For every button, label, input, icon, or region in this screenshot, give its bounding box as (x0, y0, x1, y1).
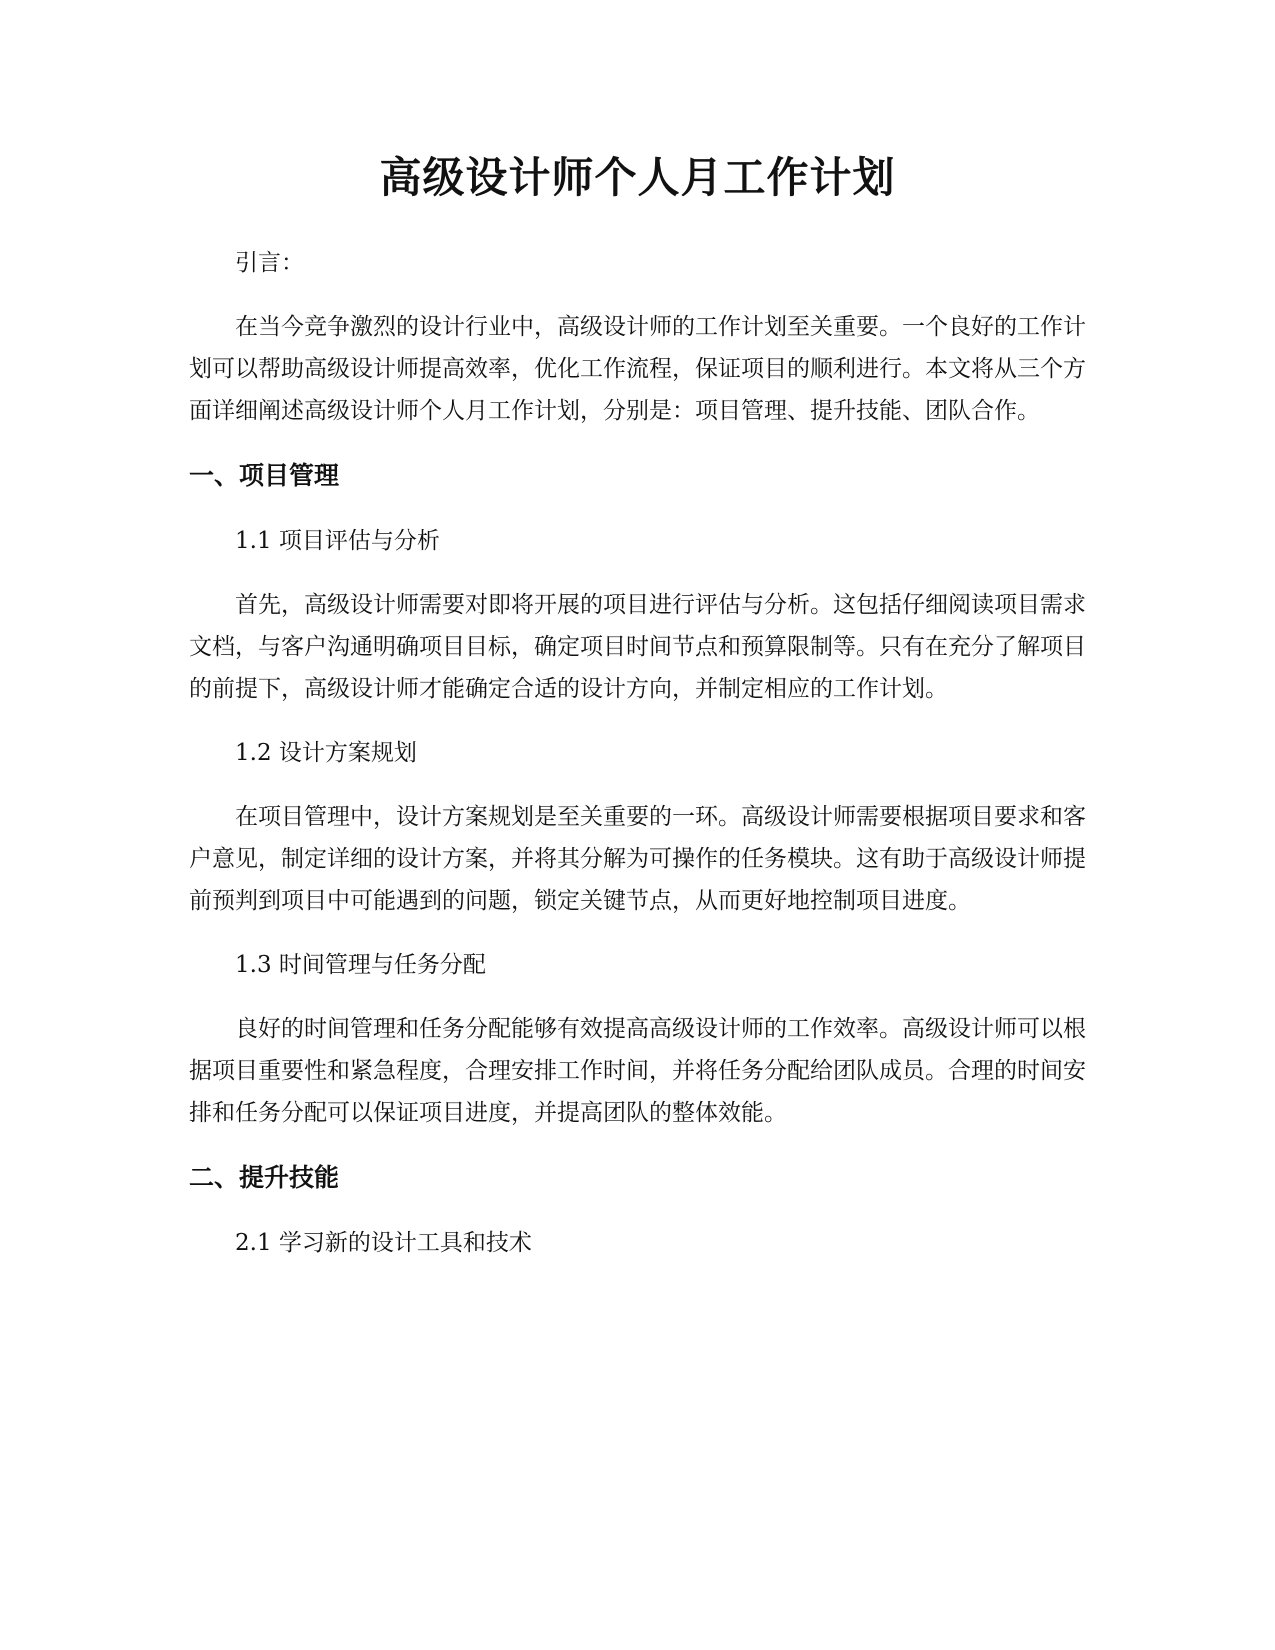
section-heading-project-management: 一、项目管理 (189, 461, 340, 490)
subsection-heading-1-2: 1.2 设计方案规划 (235, 740, 417, 766)
intro-paragraph: 在当今竞争激烈的设计行业中，高级设计师的工作计划至关重要。一个良好的工作计划可以帮助高级设计师提高效率，优化工作流程，保证项目的顺利进行。本文将从三个方面详细阐述高级设计师个人月工作计划，分别是：项目管理、提升技能、团队合作。 (189, 314, 1086, 424)
intro-label: 引言： (235, 250, 304, 276)
subsection-heading-1-3: 1.3 时间管理与任务分配 (235, 952, 486, 978)
document-title: 高级设计师个人月工作计划 (379, 153, 896, 202)
subsection-heading-1-1: 1.1 项目评估与分析 (235, 528, 440, 554)
subsection-body-1-3: 良好的时间管理和任务分配能够有效提高高级设计师的工作效率。高级设计师可以根据项目重要性和紧急程度，合理安排工作时间，并将任务分配给团队成员。合理的时间安排和任务分配可以保证项目进度，并提高团队的整体效能。 (189, 1016, 1086, 1126)
subsection-body-1-1: 首先，高级设计师需要对即将开展的项目进行评估与分析。这包括仔细阅读项目需求文档，与客户沟通明确项目目标，确定项目时间节点和预算限制等。只有在充分了解项目的前提下，高级设计师才能确定合适的设计方向，并制定相应的工作计划。 (189, 592, 1086, 702)
subsection-body-1-2: 在项目管理中，设计方案规划是至关重要的一环。高级设计师需要根据项目要求和客户意见，制定详细的设计方案，并将其分解为可操作的任务模块。这有助于高级设计师提前预判到项目中可能遇到的问题，锁定关键节点，从而更好地控制项目进度。 (189, 804, 1086, 914)
document-body (189, 150, 1086, 1286)
subsection-heading-2-1: 2.1 学习新的设计工具和技术 (235, 1230, 532, 1256)
section-heading-skill-improvement: 二、提升技能 (189, 1163, 340, 1192)
